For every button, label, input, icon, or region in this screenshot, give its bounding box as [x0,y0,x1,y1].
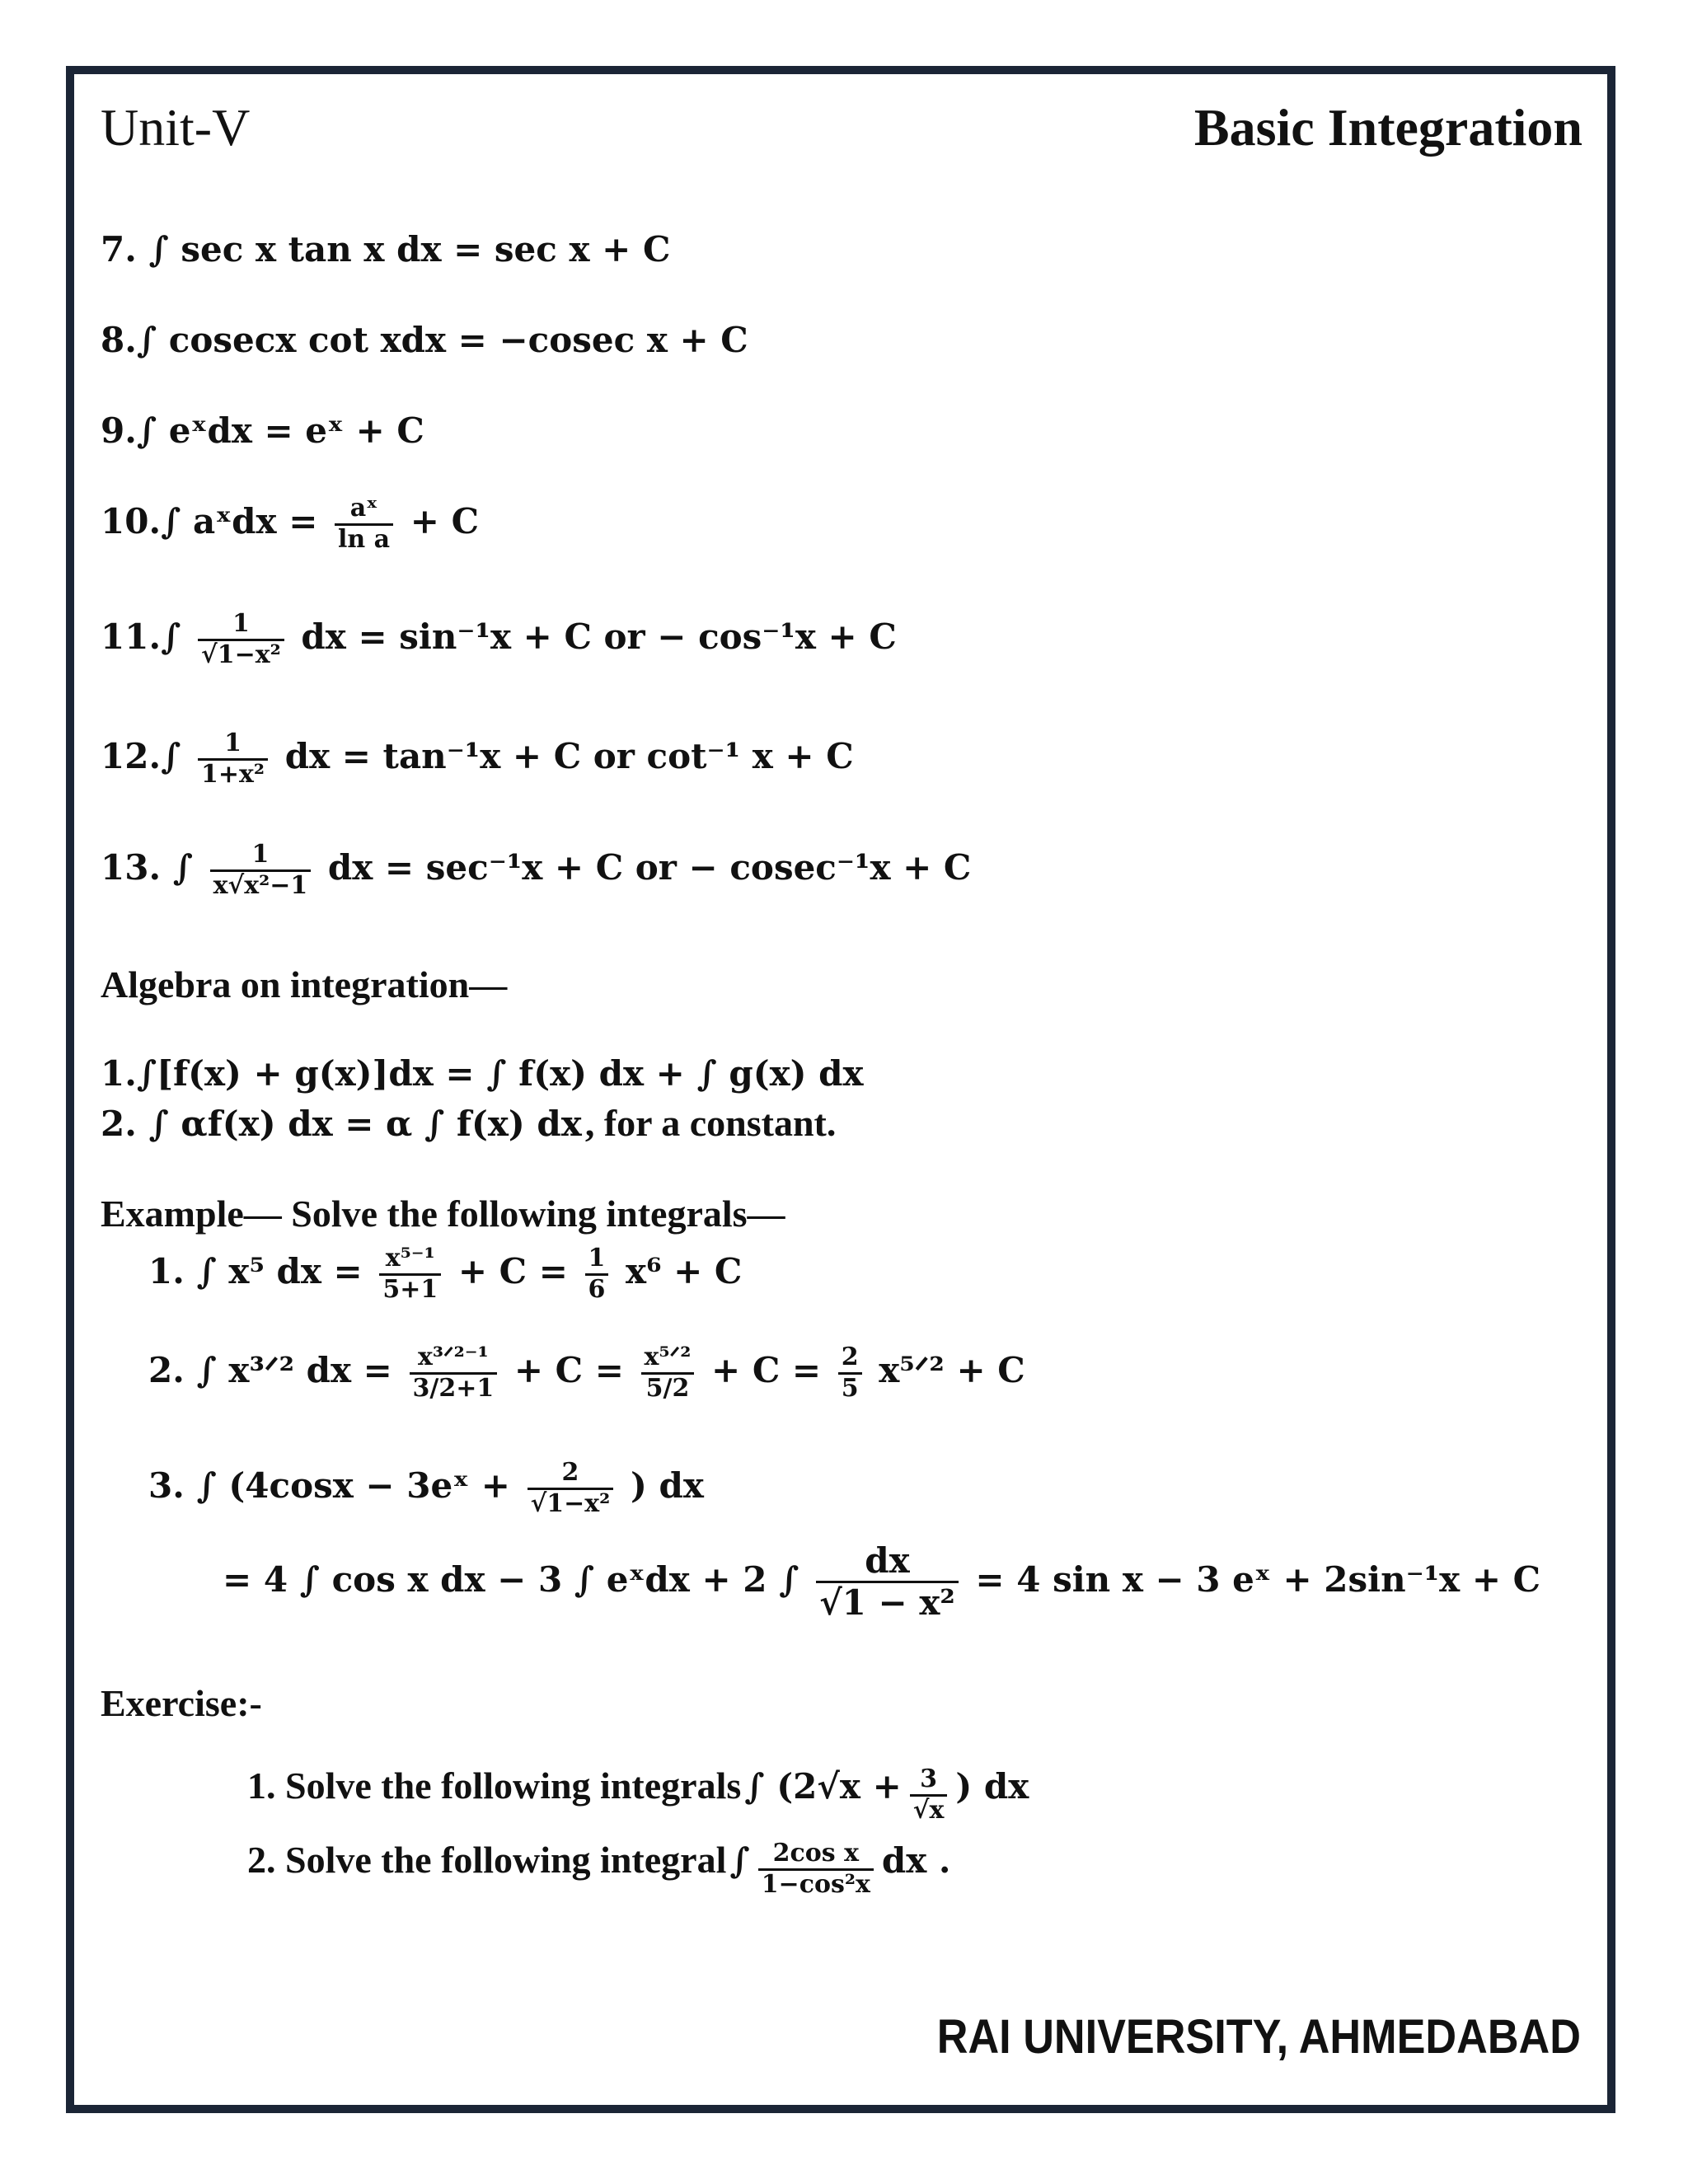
formula-8: 8.∫ cosecx cot xdx = −cosec x + C [101,320,748,360]
footer-institution: RAI UNIVERSITY, AHMEDABAD [936,2010,1581,2064]
example-2-mid-2: + C = [711,1350,822,1390]
exercise-question-2-math-end: dx . [881,1840,951,1881]
exercise-heading: Exercise:- [101,1682,262,1724]
formula-13-lhs: 13. ∫ [101,847,194,888]
exercise-question-1-fraction [910,1765,948,1825]
numerator: 1 [224,729,241,757]
numerator: 2cos x [772,1839,859,1868]
exercise-question-1 [247,1764,1029,1825]
denominator: √1−x² [198,639,284,670]
example-1-rhs: x⁶ + C [626,1251,743,1291]
formula-13-fraction [210,841,312,900]
numerator: 1 [588,1244,606,1272]
formula-11 [101,610,897,669]
formula-9: 9.∫ eˣdx = eˣ + C [101,410,424,451]
algebra-rule-2-text: , for a constant. [584,1102,837,1144]
example-3-line-2 [223,1541,1540,1624]
numerator: 1 [251,840,270,869]
algebra-rule-1: 1.∫[f(x) + g(x)]dx = ∫ f(x) dx + ∫ g(x) dx [101,1053,864,1094]
example-1-fraction-b [585,1244,609,1304]
denominator: 6 [585,1273,609,1305]
example-3-line-2-lhs: = 4 ∫ cos x dx − 3 ∫ eˣdx + 2 ∫ [223,1558,799,1600]
numerator: aˣ [349,494,378,523]
denominator: 5/2 [641,1372,695,1404]
example-2-mid: + C = [513,1350,624,1390]
example-3-rhs: ) dx [630,1465,704,1506]
exercise-question-2-fraction [758,1840,874,1899]
exercise-question-1-math: ∫ (2√x + [744,1766,902,1807]
denominator: √1 − x² [816,1581,959,1623]
numerator: 2 [841,1343,859,1371]
numerator: dx [865,1540,910,1581]
formula-13-rhs: dx = sec⁻¹x + C or − cosec⁻¹x + C [327,847,972,888]
example-3 [148,1459,704,1518]
denominator: 1+x² [198,758,268,790]
exercise-question-1-text: 1. Solve the following integrals [247,1765,742,1807]
exercise-question-2 [247,1838,951,1899]
example-1-fraction-a [379,1244,441,1304]
numerator: 1 [232,609,250,638]
exercise-question-2-math: ∫ [729,1840,750,1881]
formula-13 [101,841,971,900]
example-3-fraction [528,1459,614,1518]
example-heading: Example— Solve the following integrals— [101,1193,785,1235]
numerator: 3 [920,1765,937,1794]
formula-10 [101,494,479,554]
denominator: 5+1 [379,1273,441,1305]
denominator: 1−cos²x [758,1868,874,1900]
example-2-rhs: x⁵ᐟ² + C [879,1350,1025,1390]
example-3-line-2-fraction [816,1541,959,1624]
denominator: x√x²−1 [210,869,312,901]
example-3-lhs: 3. ∫ (4cosx − 3eˣ + [148,1465,510,1506]
algebra-rule-2 [101,1101,836,1145]
exercise-question-2-text: 2. Solve the following integral [247,1839,727,1881]
algebra-rule-2-math: 2. ∫ αf(x) dx = α ∫ f(x) dx [101,1104,582,1144]
formula-11-rhs: dx = sin⁻¹x + C or − cos⁻¹x + C [301,616,897,657]
formula-12-lhs: 12.∫ [101,736,181,776]
example-1-mid: + C = [457,1251,568,1291]
example-2-fraction-a [410,1343,498,1403]
exercise-question-1-math-end: ) dx [955,1766,1029,1807]
denominator: 5 [838,1372,862,1404]
denominator: √x [910,1794,948,1825]
example-2 [148,1343,1025,1403]
formula-11-lhs: 11.∫ [101,616,181,657]
example-2-lhs: 2. ∫ x³ᐟ² dx = [148,1350,392,1390]
denominator: √1−x² [528,1488,614,1519]
example-2-fraction-c [838,1343,862,1403]
page-title: Basic Integration [1193,98,1582,157]
formula-11-fraction [198,610,284,669]
denominator: ln a [335,523,393,555]
example-1 [148,1244,742,1304]
numerator: 2 [561,1458,579,1487]
algebra-heading: Algebra on integration— [101,963,508,1005]
numerator: x⁵⁻¹ [385,1244,435,1272]
formula-10-lhs: 10.∫ aˣdx = [101,501,318,541]
unit-label: Unit-V [101,98,251,157]
formula-7: 7. ∫ sec x tan x dx = sec x + C [101,229,671,269]
denominator: 3/2+1 [410,1372,498,1404]
numerator: x⁵ᐟ² [644,1343,692,1371]
formula-10-rhs: + C [410,501,479,541]
formula-12 [101,729,854,789]
numerator: x³ᐟ²⁻¹ [417,1343,489,1371]
example-3-line-2-rhs: = 4 sin x − 3 eˣ + 2sin⁻¹x + C [975,1558,1541,1600]
formula-12-fraction [198,729,268,789]
formula-10-fraction [335,494,393,554]
example-1-lhs: 1. ∫ x⁵ dx = [148,1251,363,1291]
example-2-fraction-b [641,1343,695,1403]
formula-12-rhs: dx = tan⁻¹x + C or cot⁻¹ x + C [284,736,854,776]
